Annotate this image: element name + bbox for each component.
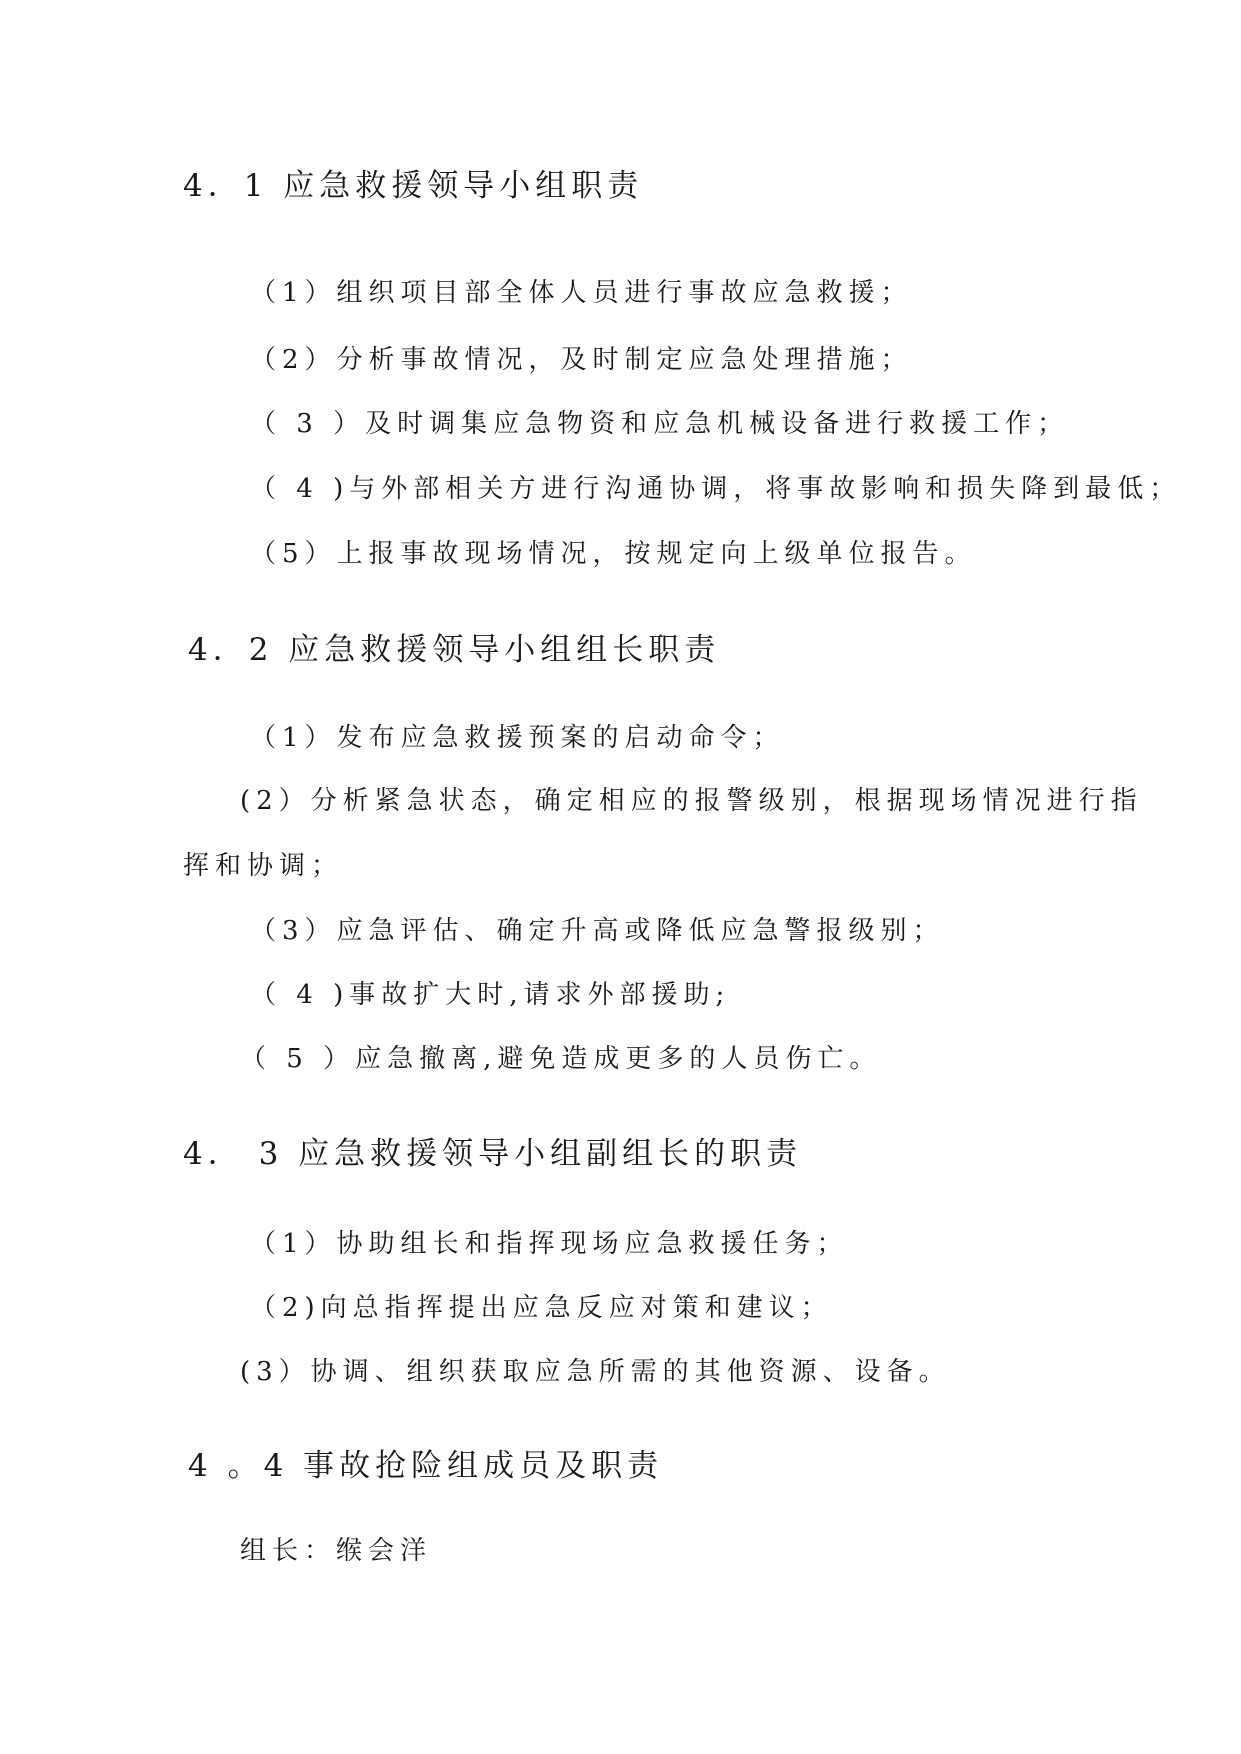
- list-item: （2）分析事故情况，及时制定应急处理措施；: [250, 345, 913, 375]
- list-item: （ 5 ）应急撤离,避免造成更多的人员伤亡。: [240, 1044, 882, 1074]
- list-item: （3）应急评估、确定升高或降低应急警报级别；: [250, 916, 945, 946]
- section-heading: 4 。4 事故抢险组成员及职责: [188, 1448, 664, 1484]
- list-item: （1）协助组长和指挥现场应急救援任务；: [250, 1229, 849, 1259]
- section-heading: 4． 3 应急救援领导小组副组长的职责: [183, 1136, 803, 1172]
- list-item: （ 3 ）及时调集应急物资和应急机械设备进行救援工作；: [250, 409, 1070, 439]
- list-item: （5）上报事故现场情况，按规定向上级单位报告。: [250, 539, 977, 569]
- list-item: （ 4 )与外部相关方进行沟通协调，将事故影响和损失降到最低；: [250, 474, 1182, 504]
- list-item: （1）组织项目部全体人员进行事故应急救援；: [250, 278, 913, 308]
- list-item: (2）分析紧急状态，确定相应的报警级别，根据现场情况进行指: [240, 786, 1143, 816]
- list-item: （2)向总指挥提出应急反应对策和建议；: [250, 1293, 833, 1323]
- list-item: （1）发布应急救援预案的启动命令；: [250, 723, 785, 753]
- list-item: （ 4 )事故扩大时,请求外部援助;: [250, 980, 731, 1010]
- list-item: 组长：缑会洋: [240, 1536, 433, 1566]
- list-item: 挥和协调；: [183, 851, 344, 881]
- section-heading: 4．1 应急救援领导小组职责: [183, 168, 644, 204]
- list-item: (3）协调、组织获取应急所需的其他资源、设备。: [240, 1357, 951, 1387]
- section-heading: 4．2 应急救援领导小组组长职责: [188, 632, 721, 668]
